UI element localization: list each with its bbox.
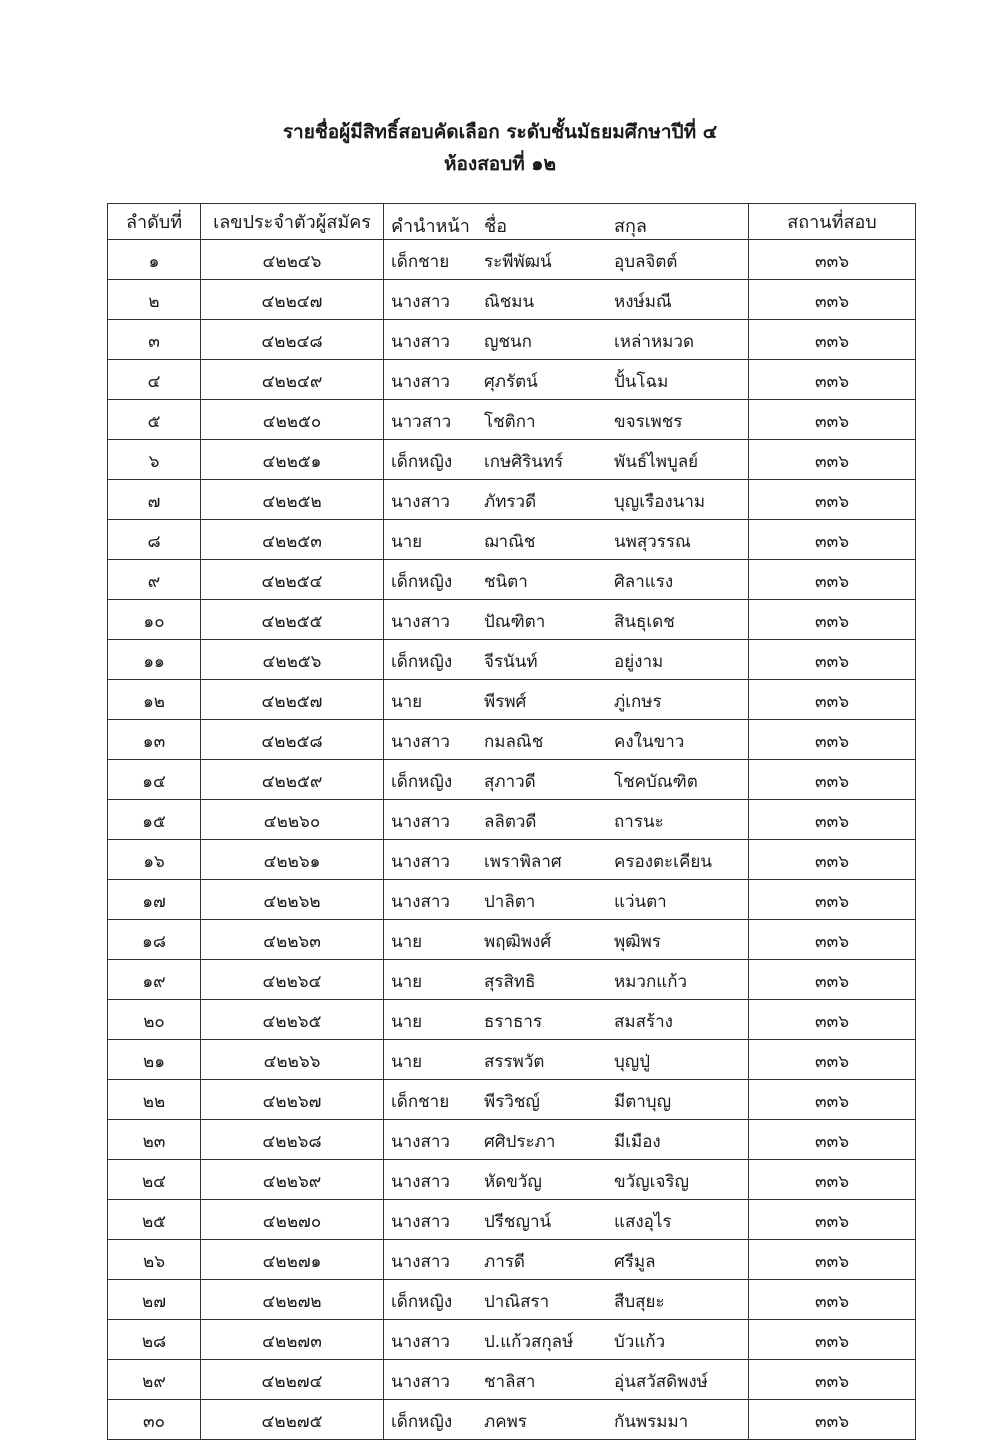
candidate-name xyxy=(384,400,749,440)
last-name: ครองตะเคียน xyxy=(614,852,712,872)
applicant-id: ๔๒๒๔๘ xyxy=(201,320,384,360)
first-name: สุภาวดี xyxy=(484,772,536,792)
table-row xyxy=(108,440,916,480)
order-number: ๒๖ xyxy=(108,1240,201,1280)
name-prefix: นางสาว xyxy=(391,492,450,512)
last-name: คงในขาว xyxy=(614,732,685,752)
exam-place: ๓๓๖ xyxy=(749,560,916,600)
order-number: ๑ xyxy=(108,240,201,280)
first-name: เพราพิลาศ xyxy=(484,852,562,872)
applicant-id: ๔๒๒๗๐ xyxy=(201,1200,384,1240)
first-name: ศศิประภา xyxy=(484,1132,556,1152)
applicant-id: ๔๒๒๗๕ xyxy=(201,1400,384,1440)
candidate-name xyxy=(384,1160,749,1200)
exam-place: ๓๓๖ xyxy=(749,880,916,920)
table-body xyxy=(108,240,916,1440)
candidate-name xyxy=(384,960,749,1000)
first-name: ชาลิสา xyxy=(484,1372,536,1392)
order-number: ๑๙ xyxy=(108,960,201,1000)
first-name: หัดขวัญ xyxy=(484,1172,542,1192)
name-prefix: นางสาว xyxy=(391,1332,450,1352)
last-name: แว่นตา xyxy=(614,892,667,912)
applicant-id: ๔๒๒๔๙ xyxy=(201,360,384,400)
name-prefix: เด็กชาย xyxy=(391,252,450,272)
exam-place: ๓๓๖ xyxy=(749,1040,916,1080)
applicant-id: ๔๒๒๖๙ xyxy=(201,1160,384,1200)
candidate-name xyxy=(384,320,749,360)
table-row xyxy=(108,1040,916,1080)
applicant-id: ๔๒๒๕๙ xyxy=(201,760,384,800)
candidate-name xyxy=(384,1040,749,1080)
applicant-id: ๔๒๒๕๓ xyxy=(201,520,384,560)
exam-place: ๓๓๖ xyxy=(749,400,916,440)
name-prefix: เด็กหญิง xyxy=(391,772,453,792)
name-prefix: เด็กหญิง xyxy=(391,452,453,472)
order-number: ๑๗ xyxy=(108,880,201,920)
candidate-name xyxy=(384,1200,749,1240)
header-name-group xyxy=(384,204,749,240)
candidate-name xyxy=(384,280,749,320)
order-number: ๒๙ xyxy=(108,1360,201,1400)
first-name: ฌาณิช xyxy=(484,532,536,552)
exam-place: ๓๓๖ xyxy=(749,720,916,760)
table-row xyxy=(108,880,916,920)
table-row xyxy=(108,320,916,360)
order-number: ๑๑ xyxy=(108,640,201,680)
candidate-name xyxy=(384,640,749,680)
candidate-name xyxy=(384,600,749,640)
table-row xyxy=(108,600,916,640)
exam-place: ๓๓๖ xyxy=(749,320,916,360)
name-prefix: นางสาว xyxy=(391,372,450,392)
name-prefix: เด็กหญิง xyxy=(391,572,453,592)
last-name: ศรีมูล xyxy=(614,1252,656,1272)
last-name: กันพรมมา xyxy=(614,1412,689,1432)
order-number: ๑๒ xyxy=(108,680,201,720)
last-name: ขวัญเจริญ xyxy=(614,1172,690,1192)
table-row xyxy=(108,280,916,320)
exam-place: ๓๓๖ xyxy=(749,240,916,280)
exam-place: ๓๓๖ xyxy=(749,1120,916,1160)
last-name: ศิลาแรง xyxy=(614,572,674,592)
first-name: ปาณิสรา xyxy=(484,1292,550,1312)
order-number: ๑๕ xyxy=(108,800,201,840)
exam-place: ๓๓๖ xyxy=(749,760,916,800)
table-row xyxy=(108,1240,916,1280)
exam-place: ๓๓๖ xyxy=(749,800,916,840)
exam-place: ๓๓๖ xyxy=(749,600,916,640)
exam-place: ๓๓๖ xyxy=(749,960,916,1000)
first-name: พีรวิชญ์ xyxy=(484,1092,540,1112)
candidate-name xyxy=(384,1120,749,1160)
table-row xyxy=(108,640,916,680)
applicant-id: ๔๒๒๕๔ xyxy=(201,560,384,600)
applicant-id: ๔๒๒๖๗ xyxy=(201,1080,384,1120)
exam-place: ๓๓๖ xyxy=(749,840,916,880)
header-first-name: ชื่อ xyxy=(484,216,508,237)
last-name: เหล่าหมวด xyxy=(614,332,694,352)
exam-place: ๓๓๖ xyxy=(749,1160,916,1200)
last-name: มีเมือง xyxy=(614,1132,661,1152)
last-name: ภู่เกษร xyxy=(614,692,662,712)
name-prefix: นางสาว xyxy=(391,1132,450,1152)
name-prefix: นางสาว xyxy=(391,812,450,832)
applicant-id: ๔๒๒๖๖ xyxy=(201,1040,384,1080)
header-prefix: คำนำหน้า xyxy=(391,216,470,237)
last-name: โชคบัณฑิต xyxy=(614,772,698,792)
name-prefix: นาย xyxy=(391,932,423,952)
first-name: ภคพร xyxy=(484,1412,527,1432)
exam-place: ๓๓๖ xyxy=(749,280,916,320)
exam-place: ๓๓๖ xyxy=(749,1280,916,1320)
name-prefix: เด็กหญิง xyxy=(391,1292,453,1312)
last-name: สินธุเดช xyxy=(614,612,675,632)
name-prefix: นางสาว xyxy=(391,1212,450,1232)
order-number: ๑๓ xyxy=(108,720,201,760)
applicant-id: ๔๒๒๕๕ xyxy=(201,600,384,640)
candidate-name xyxy=(384,440,749,480)
candidate-name xyxy=(384,1360,749,1400)
first-name: สุรสิทธิ xyxy=(484,972,536,992)
name-prefix: นางสาว xyxy=(391,332,450,352)
exam-place: ๓๓๖ xyxy=(749,640,916,680)
header-last-name: สกุล xyxy=(614,216,647,237)
table-row xyxy=(108,680,916,720)
first-name: ภัทรวดี xyxy=(484,492,537,512)
exam-place: ๓๓๖ xyxy=(749,1000,916,1040)
name-prefix: นาวสาว xyxy=(391,412,452,432)
candidate-name xyxy=(384,1000,749,1040)
table-row xyxy=(108,1360,916,1400)
candidate-name xyxy=(384,880,749,920)
page-title: รายชื่อผู้มีสิทธิ์สอบคัดเลือก ระดับชั้นมัธยมศึกษาปีที่ ๔ xyxy=(282,121,718,143)
table-row xyxy=(108,480,916,520)
exam-place: ๓๓๖ xyxy=(749,1360,916,1400)
name-prefix: นางสาว xyxy=(391,1252,450,1272)
order-number: ๗ xyxy=(108,480,201,520)
exam-place: ๓๓๖ xyxy=(749,440,916,480)
order-number: ๔ xyxy=(108,360,201,400)
exam-place: ๓๓๖ xyxy=(749,680,916,720)
first-name: ปรีชญาน์ xyxy=(484,1212,552,1232)
exam-place: ๓๓๖ xyxy=(749,480,916,520)
name-prefix: นางสาว xyxy=(391,612,450,632)
table-row xyxy=(108,840,916,880)
last-name: อยู่งาม xyxy=(614,652,664,672)
exam-place: ๓๓๖ xyxy=(749,1320,916,1360)
last-name: พันธ์ไพบูลย์ xyxy=(614,452,699,472)
last-name: สมสร้าง xyxy=(614,1012,673,1032)
applicant-id: ๔๒๒๖๒ xyxy=(201,880,384,920)
applicant-id: ๔๒๒๗๔ xyxy=(201,1360,384,1400)
candidate-name xyxy=(384,520,749,560)
table-row xyxy=(108,560,916,600)
first-name: ระพีพัฒน์ xyxy=(484,252,552,272)
order-number: ๑๖ xyxy=(108,840,201,880)
applicant-id: ๔๒๒๖๕ xyxy=(201,1000,384,1040)
applicant-id: ๔๒๒๔๖ xyxy=(201,240,384,280)
applicant-id: ๔๒๒๕๗ xyxy=(201,680,384,720)
candidate-name xyxy=(384,1240,749,1280)
table-row xyxy=(108,1320,916,1360)
last-name: นพสุวรรณ xyxy=(614,532,691,552)
first-name: สรรพวัต xyxy=(484,1052,545,1072)
first-name: ภารดี xyxy=(484,1252,525,1272)
first-name: กมลณิช xyxy=(484,732,544,752)
candidate-name xyxy=(384,480,749,520)
exam-place: ๓๓๖ xyxy=(749,1400,916,1440)
candidate-name xyxy=(384,1320,749,1360)
first-name: ปัณฑิตา xyxy=(484,612,546,632)
name-prefix: เด็กหญิง xyxy=(391,1412,453,1432)
header-exam-place: สถานที่สอบ xyxy=(749,204,916,240)
order-number: ๙ xyxy=(108,560,201,600)
applicant-id: ๔๒๒๕๑ xyxy=(201,440,384,480)
exam-place: ๓๓๖ xyxy=(749,520,916,560)
last-name: บัวแก้ว xyxy=(614,1332,666,1352)
candidate-name xyxy=(384,680,749,720)
name-prefix: นางสาว xyxy=(391,292,450,312)
name-prefix: นาย xyxy=(391,692,423,712)
name-prefix: นาย xyxy=(391,972,423,992)
last-name: ขจรเพชร xyxy=(614,412,683,432)
name-prefix: เด็กหญิง xyxy=(391,652,453,672)
applicant-id: ๔๒๒๖๘ xyxy=(201,1120,384,1160)
applicant-id: ๔๒๒๕๘ xyxy=(201,720,384,760)
table-row xyxy=(108,1400,916,1440)
order-number: ๕ xyxy=(108,400,201,440)
order-number: ๓ xyxy=(108,320,201,360)
applicant-id: ๔๒๒๗๓ xyxy=(201,1320,384,1360)
last-name: หงษ์มณี xyxy=(614,292,672,312)
order-number: ๑๔ xyxy=(108,760,201,800)
table-header-row xyxy=(108,204,916,240)
name-prefix: นาย xyxy=(391,532,423,552)
first-name: ป.แก้วสกุลษ์ xyxy=(484,1332,574,1352)
table-row xyxy=(108,360,916,400)
name-prefix: นางสาว xyxy=(391,1172,450,1192)
name-prefix: นางสาว xyxy=(391,892,450,912)
last-name: บุญปู่ xyxy=(614,1052,651,1072)
order-number: ๘ xyxy=(108,520,201,560)
table-row xyxy=(108,720,916,760)
last-name: ถารนะ xyxy=(614,812,664,832)
exam-place: ๓๓๖ xyxy=(749,1240,916,1280)
table-row xyxy=(108,1160,916,1200)
name-prefix: เด็กชาย xyxy=(391,1092,450,1112)
name-prefix: นางสาว xyxy=(391,852,450,872)
last-name: หมวกแก้ว xyxy=(614,972,688,992)
order-number: ๒๕ xyxy=(108,1200,201,1240)
order-number: ๒ xyxy=(108,280,201,320)
last-name: แสงอุไร xyxy=(614,1212,672,1232)
candidate-name xyxy=(384,560,749,600)
last-name: บุญเรืองนาม xyxy=(614,492,706,512)
table-row xyxy=(108,1000,916,1040)
order-number: ๑๐ xyxy=(108,600,201,640)
applicant-id: ๔๒๒๖๑ xyxy=(201,840,384,880)
candidate-name xyxy=(384,760,749,800)
applicant-id: ๔๒๒๕๖ xyxy=(201,640,384,680)
order-number: ๖ xyxy=(108,440,201,480)
header-applicant-id: เลขประจำตัวผู้สมัคร xyxy=(201,204,384,240)
candidate-name xyxy=(384,1400,749,1440)
order-number: ๓๐ xyxy=(108,1400,201,1440)
first-name: จีรนันท์ xyxy=(484,652,538,672)
candidate-name xyxy=(384,1080,749,1120)
exam-room-subtitle: ห้องสอบที่ ๑๒ xyxy=(443,153,556,175)
last-name: มีตาบุญ xyxy=(614,1092,672,1112)
applicant-id: ๔๒๒๖๐ xyxy=(201,800,384,840)
exam-place: ๓๓๖ xyxy=(749,360,916,400)
exam-place: ๓๓๖ xyxy=(749,920,916,960)
name-prefix: นาย xyxy=(391,1012,423,1032)
first-name: ชนิตา xyxy=(484,572,528,592)
candidate-name xyxy=(384,240,749,280)
first-name: ณิชมน xyxy=(484,292,535,312)
name-prefix: นางสาว xyxy=(391,1372,450,1392)
order-number: ๒๒ xyxy=(108,1080,201,1120)
first-name: ศุภรัตน์ xyxy=(484,372,538,392)
table-row xyxy=(108,800,916,840)
applicant-id: ๔๒๒๖๔ xyxy=(201,960,384,1000)
order-number: ๒๐ xyxy=(108,1000,201,1040)
first-name: เกษศิรินทร์ xyxy=(484,452,564,472)
order-number: ๒๓ xyxy=(108,1120,201,1160)
candidate-name xyxy=(384,1280,749,1320)
last-name: อุบลจิตต์ xyxy=(614,252,678,272)
last-name: ปั้นโฉม xyxy=(614,372,669,392)
order-number: ๒๔ xyxy=(108,1160,201,1200)
order-number: ๒๘ xyxy=(108,1320,201,1360)
applicant-id: ๔๒๒๗๑ xyxy=(201,1240,384,1280)
first-name: โชติกา xyxy=(484,412,536,432)
applicant-id: ๔๒๒๗๒ xyxy=(201,1280,384,1320)
table-row xyxy=(108,960,916,1000)
table-row xyxy=(108,520,916,560)
candidate-name xyxy=(384,800,749,840)
exam-place: ๓๓๖ xyxy=(749,1080,916,1120)
candidate-name xyxy=(384,920,749,960)
table-row xyxy=(108,1080,916,1120)
header-order-number: ลำดับที่ xyxy=(108,204,201,240)
first-name: ญชนก xyxy=(484,332,532,352)
order-number: ๒๑ xyxy=(108,1040,201,1080)
candidate-name xyxy=(384,720,749,760)
applicant-id: ๔๒๒๔๗ xyxy=(201,280,384,320)
order-number: ๑๘ xyxy=(108,920,201,960)
table-row xyxy=(108,240,916,280)
last-name: พุฒิพร xyxy=(614,932,661,952)
name-prefix: นางสาว xyxy=(391,732,450,752)
order-number: ๒๗ xyxy=(108,1280,201,1320)
last-name: อุ่นสวัสดิพงษ์ xyxy=(614,1372,708,1392)
first-name: ธราธาร xyxy=(484,1012,543,1032)
exam-place: ๓๓๖ xyxy=(749,1200,916,1240)
applicant-id: ๔๒๒๖๓ xyxy=(201,920,384,960)
last-name: สืบสุยะ xyxy=(614,1292,665,1312)
table-row xyxy=(108,1280,916,1320)
table-row xyxy=(108,760,916,800)
first-name: พีรพศ์ xyxy=(484,692,527,712)
candidate-table xyxy=(107,203,916,1440)
table-row xyxy=(108,1120,916,1160)
table-row xyxy=(108,920,916,960)
first-name: ลลิตวดี xyxy=(484,812,537,832)
table-row xyxy=(108,1200,916,1240)
first-name: พฤฒิพงศ์ xyxy=(484,932,552,952)
name-prefix: นาย xyxy=(391,1052,423,1072)
first-name: ปาลิตา xyxy=(484,892,536,912)
candidate-name xyxy=(384,840,749,880)
candidate-name xyxy=(384,360,749,400)
table-row xyxy=(108,400,916,440)
applicant-id: ๔๒๒๕๐ xyxy=(201,400,384,440)
applicant-id: ๔๒๒๕๒ xyxy=(201,480,384,520)
